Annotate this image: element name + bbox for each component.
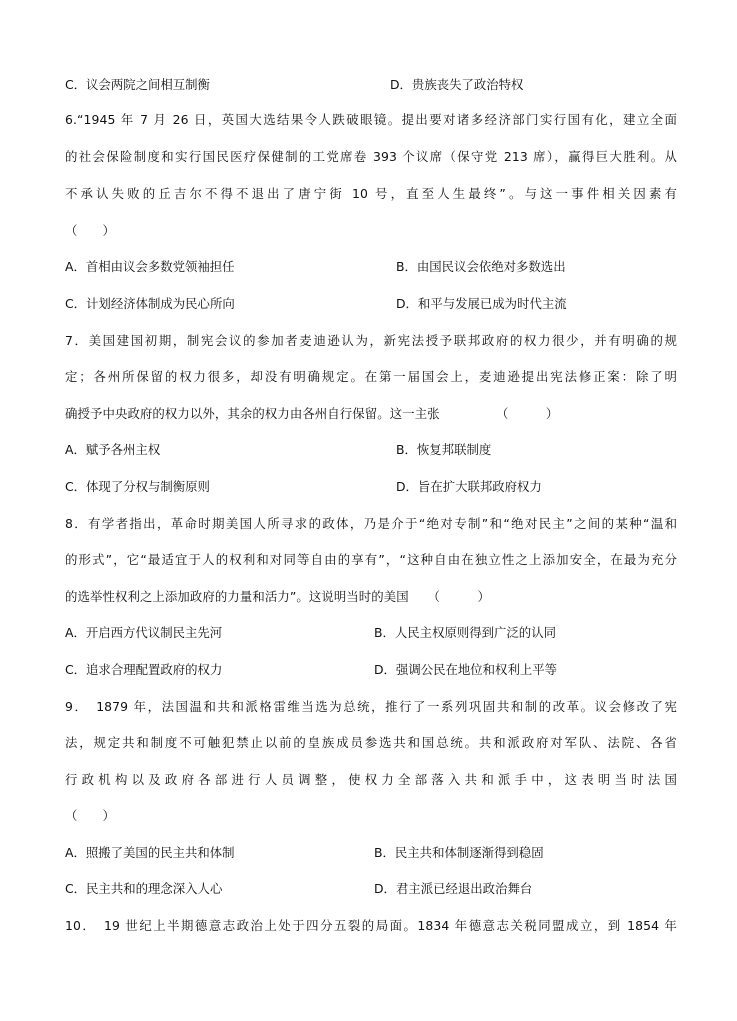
q8-option-d: D．强调公民在地位和权利上平等 — [374, 662, 558, 677]
q7-option-b: B．恢复邦联制度 — [396, 442, 492, 457]
q7-option-d: D．旨在扩大联邦政府权力 — [396, 479, 542, 494]
q8-option-c: C．追求合理配置政府的权力 — [65, 662, 223, 677]
q9-option-c: C．民主共和的理念深入人心 — [65, 881, 223, 896]
q8-stem-line-3: 的选举性权利之上添加政府的力量和活力”。这说明当时的美国 （ ） — [65, 589, 490, 604]
q9-stem-line-3: 行政机构以及政府各部进行人员调整，使权力全部落入共和派手中，这表明当时法国 — [65, 772, 677, 787]
q10-stem-line-1: 10． 19 世纪上半期德意志政治上处于四分五裂的局面。1834 年德意志关税同盟成立，到 1854 年 — [65, 918, 677, 933]
q9-option-d: D．君主派已经退出政治舞台 — [374, 881, 533, 896]
q5-option-c: C．议会两院之间相互制衡 — [65, 77, 210, 92]
q7-stem-line-2: 定；各州所保留的权力很多，却没有明确规定。在第一届国会上，麦迪逊提出宪法修正案：除了明 — [65, 369, 677, 384]
q9-stem-line-2: 法，规定共和制度不可触犯禁止以前的皇族成员参选共和国总统。共和派政府对军队、法院、各省 — [65, 735, 677, 750]
q6-option-b: B．由国民议会依绝对多数选出 — [396, 259, 566, 274]
q6-stem-line-2: 的社会保险制度和实行国民医疗保健制的工党席卷 393 个议席（保守党 213 席），赢得巨大胜利。从 — [65, 149, 677, 164]
q7-option-c: C．体现了分权与制衡原则 — [65, 479, 210, 494]
q9-option-b: B．民主共和体制逐渐得到稳固 — [374, 845, 544, 860]
q7-stem-line-1: 7．美国建国初期，制宪会议的参加者麦迪逊认为，新宪法授予联邦政府的权力很少，并有明确的规 — [65, 333, 677, 348]
q7-option-a: A．赋予各州主权 — [65, 442, 161, 457]
q9-option-a: A．照搬了美国的民主共和体制 — [65, 845, 235, 860]
q6-stem-line-1: 6.“1945 年 7 月 26 日，英国大选结果令人跌破眼镜。提出要对诸多经济部门实行国有化，建立全面 — [65, 112, 677, 127]
q6-option-a: A．首相由议会多数党领袖担任 — [65, 259, 235, 274]
q7-stem-line-3: 确授予中央政府的权力以外，其余的权力由各州自行保留。这一主张 （ ） — [65, 406, 559, 421]
q5-option-d: D．贵族丧失了政治特权 — [390, 77, 524, 92]
q6-option-c: C．计划经济体制成为民心所向 — [65, 296, 235, 311]
q8-option-b: B．人民主权原则得到广泛的认同 — [374, 625, 556, 640]
q9-answer-blank: （ ） — [65, 808, 115, 823]
q8-stem-line-1: 8．有学者指出，革命时期美国人所寻求的政体，乃是介于“绝对专制”和“绝对民主”之间的某种“温和 — [65, 516, 677, 531]
q8-stem-line-2: 的形式”，它“最适宜于人的权利和对同等自由的享有”，“这种自由在独立性之上添加安全，在最为充分 — [65, 552, 677, 567]
q9-stem-line-1: 9． 1879 年，法国温和共和派格雷维当选为总统，推行了一系列巩固共和制的改革。议会修改了宪 — [65, 699, 677, 714]
q6-option-d: D．和平与发展已成为时代主流 — [396, 296, 567, 311]
q6-stem-line-3: 不承认失败的丘吉尔不得不退出了唐宁街 10 号，直至人生最终”。与这一事件相关因素有 — [65, 186, 677, 201]
q8-option-a: A．开启西方代议制民主先河 — [65, 625, 223, 640]
q6-answer-blank: （ ） — [65, 223, 115, 238]
